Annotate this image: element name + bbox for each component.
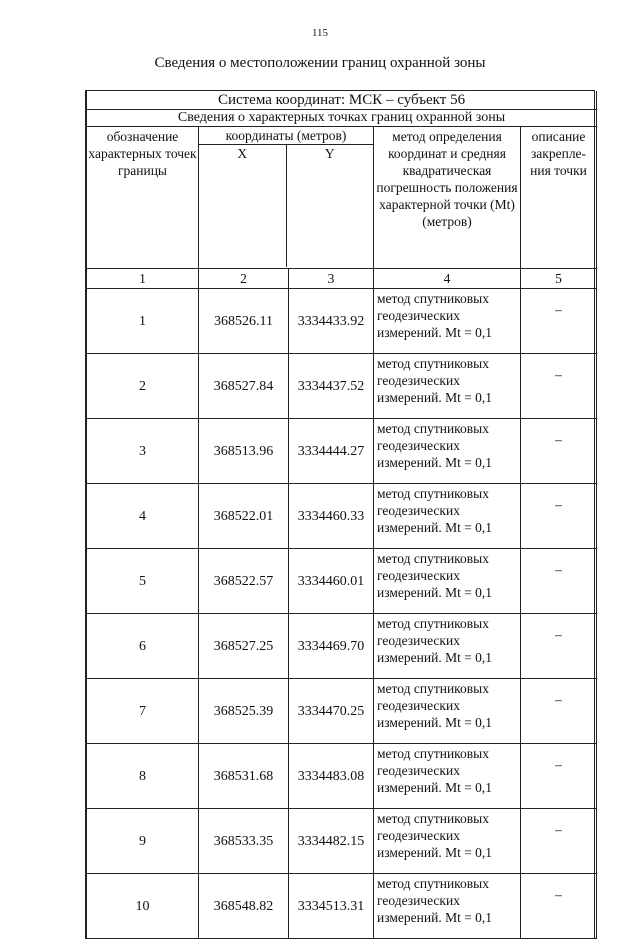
- method-cell: метод спутниковых геодезических измерений. Mt = 0,1: [374, 289, 521, 354]
- description-cell: –: [521, 809, 597, 874]
- description-cell: –: [521, 289, 597, 354]
- y-cell: 3334433.92: [289, 289, 374, 354]
- table-row: [87, 549, 597, 614]
- x-cell: 368526.11: [199, 289, 289, 354]
- table-row: [87, 354, 597, 419]
- x-cell: 368533.35: [199, 809, 289, 874]
- point-cell: 4: [87, 484, 199, 549]
- y-cell: 3334437.52: [289, 354, 374, 419]
- y-cell: 3334444.27: [289, 419, 374, 484]
- point-cell: 7: [87, 679, 199, 744]
- y-cell: 3334483.08: [289, 744, 374, 809]
- coordinate-system-cell: Система координат: МСК – субъект 56: [87, 91, 597, 110]
- table-row: [87, 419, 597, 484]
- description-cell: –: [521, 354, 597, 419]
- x-cell: 368531.68: [199, 744, 289, 809]
- description-cell: –: [521, 614, 597, 679]
- table-row: [87, 289, 597, 354]
- page-title: Сведения о местоположении границ охранной зоны: [154, 55, 486, 71]
- system-row: [87, 91, 597, 110]
- column-number: 5: [521, 269, 597, 289]
- column-number: 1: [87, 269, 199, 289]
- description-cell: –: [521, 874, 597, 939]
- method-header: метод определения координат и средняя квадратическая погрешность положения характерной точки (Mt) (метров): [374, 127, 521, 269]
- x-cell: 368525.39: [199, 679, 289, 744]
- column-number: 4: [374, 269, 521, 289]
- point-cell: 6: [87, 614, 199, 679]
- y-cell: 3334460.33: [289, 484, 374, 549]
- coordinates-table: [86, 91, 597, 939]
- method-cell: метод спутниковых геодезических измерений. Mt = 0,1: [374, 354, 521, 419]
- point-cell: 10: [87, 874, 199, 939]
- description-cell: –: [521, 484, 597, 549]
- point-cell: 5: [87, 549, 199, 614]
- x-cell: 368527.25: [199, 614, 289, 679]
- method-cell: метод спутниковых геодезических измерений. Mt = 0,1: [374, 614, 521, 679]
- column-number: 2: [199, 269, 289, 289]
- description-cell: –: [521, 549, 597, 614]
- info-row: [87, 110, 597, 127]
- method-cell: метод спутниковых геодезических измерений. Mt = 0,1: [374, 744, 521, 809]
- info-cell: Сведения о характерных точках границ охранной зоны: [87, 110, 597, 127]
- y-cell: 3334460.01: [289, 549, 374, 614]
- coordinates-header: [199, 127, 374, 269]
- point-cell: 3: [87, 419, 199, 484]
- table-row: [87, 744, 597, 809]
- point-cell: 8: [87, 744, 199, 809]
- table-row: [87, 614, 597, 679]
- x-header: X: [199, 145, 287, 267]
- x-cell: 368522.01: [199, 484, 289, 549]
- y-cell: 3334513.31: [289, 874, 374, 939]
- y-cell: 3334469.70: [289, 614, 374, 679]
- method-cell: метод спутниковых геодезических измерений. Mt = 0,1: [374, 549, 521, 614]
- x-cell: 368522.57: [199, 549, 289, 614]
- column-number-row: [87, 269, 597, 289]
- description-header: описание закрепле-ния точки: [521, 127, 597, 269]
- description-cell: –: [521, 744, 597, 809]
- table-row: [87, 809, 597, 874]
- coordinates-header-title: координаты (метров): [199, 127, 373, 145]
- point-cell: 1: [87, 289, 199, 354]
- description-cell: –: [521, 679, 597, 744]
- table-row: [87, 679, 597, 744]
- method-cell: метод спутниковых геодезических измерений. Mt = 0,1: [374, 484, 521, 549]
- point-cell: 2: [87, 354, 199, 419]
- y-cell: 3334482.15: [289, 809, 374, 874]
- table-row: [87, 484, 597, 549]
- method-cell: метод спутниковых геодезических измерений. Mt = 0,1: [374, 874, 521, 939]
- description-cell: –: [521, 419, 597, 484]
- y-header: Y: [324, 146, 335, 161]
- method-cell: метод спутниковых геодезических измерений. Mt = 0,1: [374, 679, 521, 744]
- point-cell: 9: [87, 809, 199, 874]
- designation-header: обозначение характерных точек границы: [87, 127, 199, 269]
- header-row: [87, 127, 597, 269]
- coordinates-table-frame: [85, 90, 595, 939]
- x-cell: 368527.84: [199, 354, 289, 419]
- y-cell: 3334470.25: [289, 679, 374, 744]
- x-cell: 368513.96: [199, 419, 289, 484]
- method-cell: метод спутниковых геодезических измерений. Mt = 0,1: [374, 809, 521, 874]
- page-number: 115: [311, 27, 329, 39]
- column-number: 3: [289, 269, 374, 289]
- x-cell: 368548.82: [199, 874, 289, 939]
- table-row: [87, 874, 597, 939]
- method-cell: метод спутниковых геодезических измерений. Mt = 0,1: [374, 419, 521, 484]
